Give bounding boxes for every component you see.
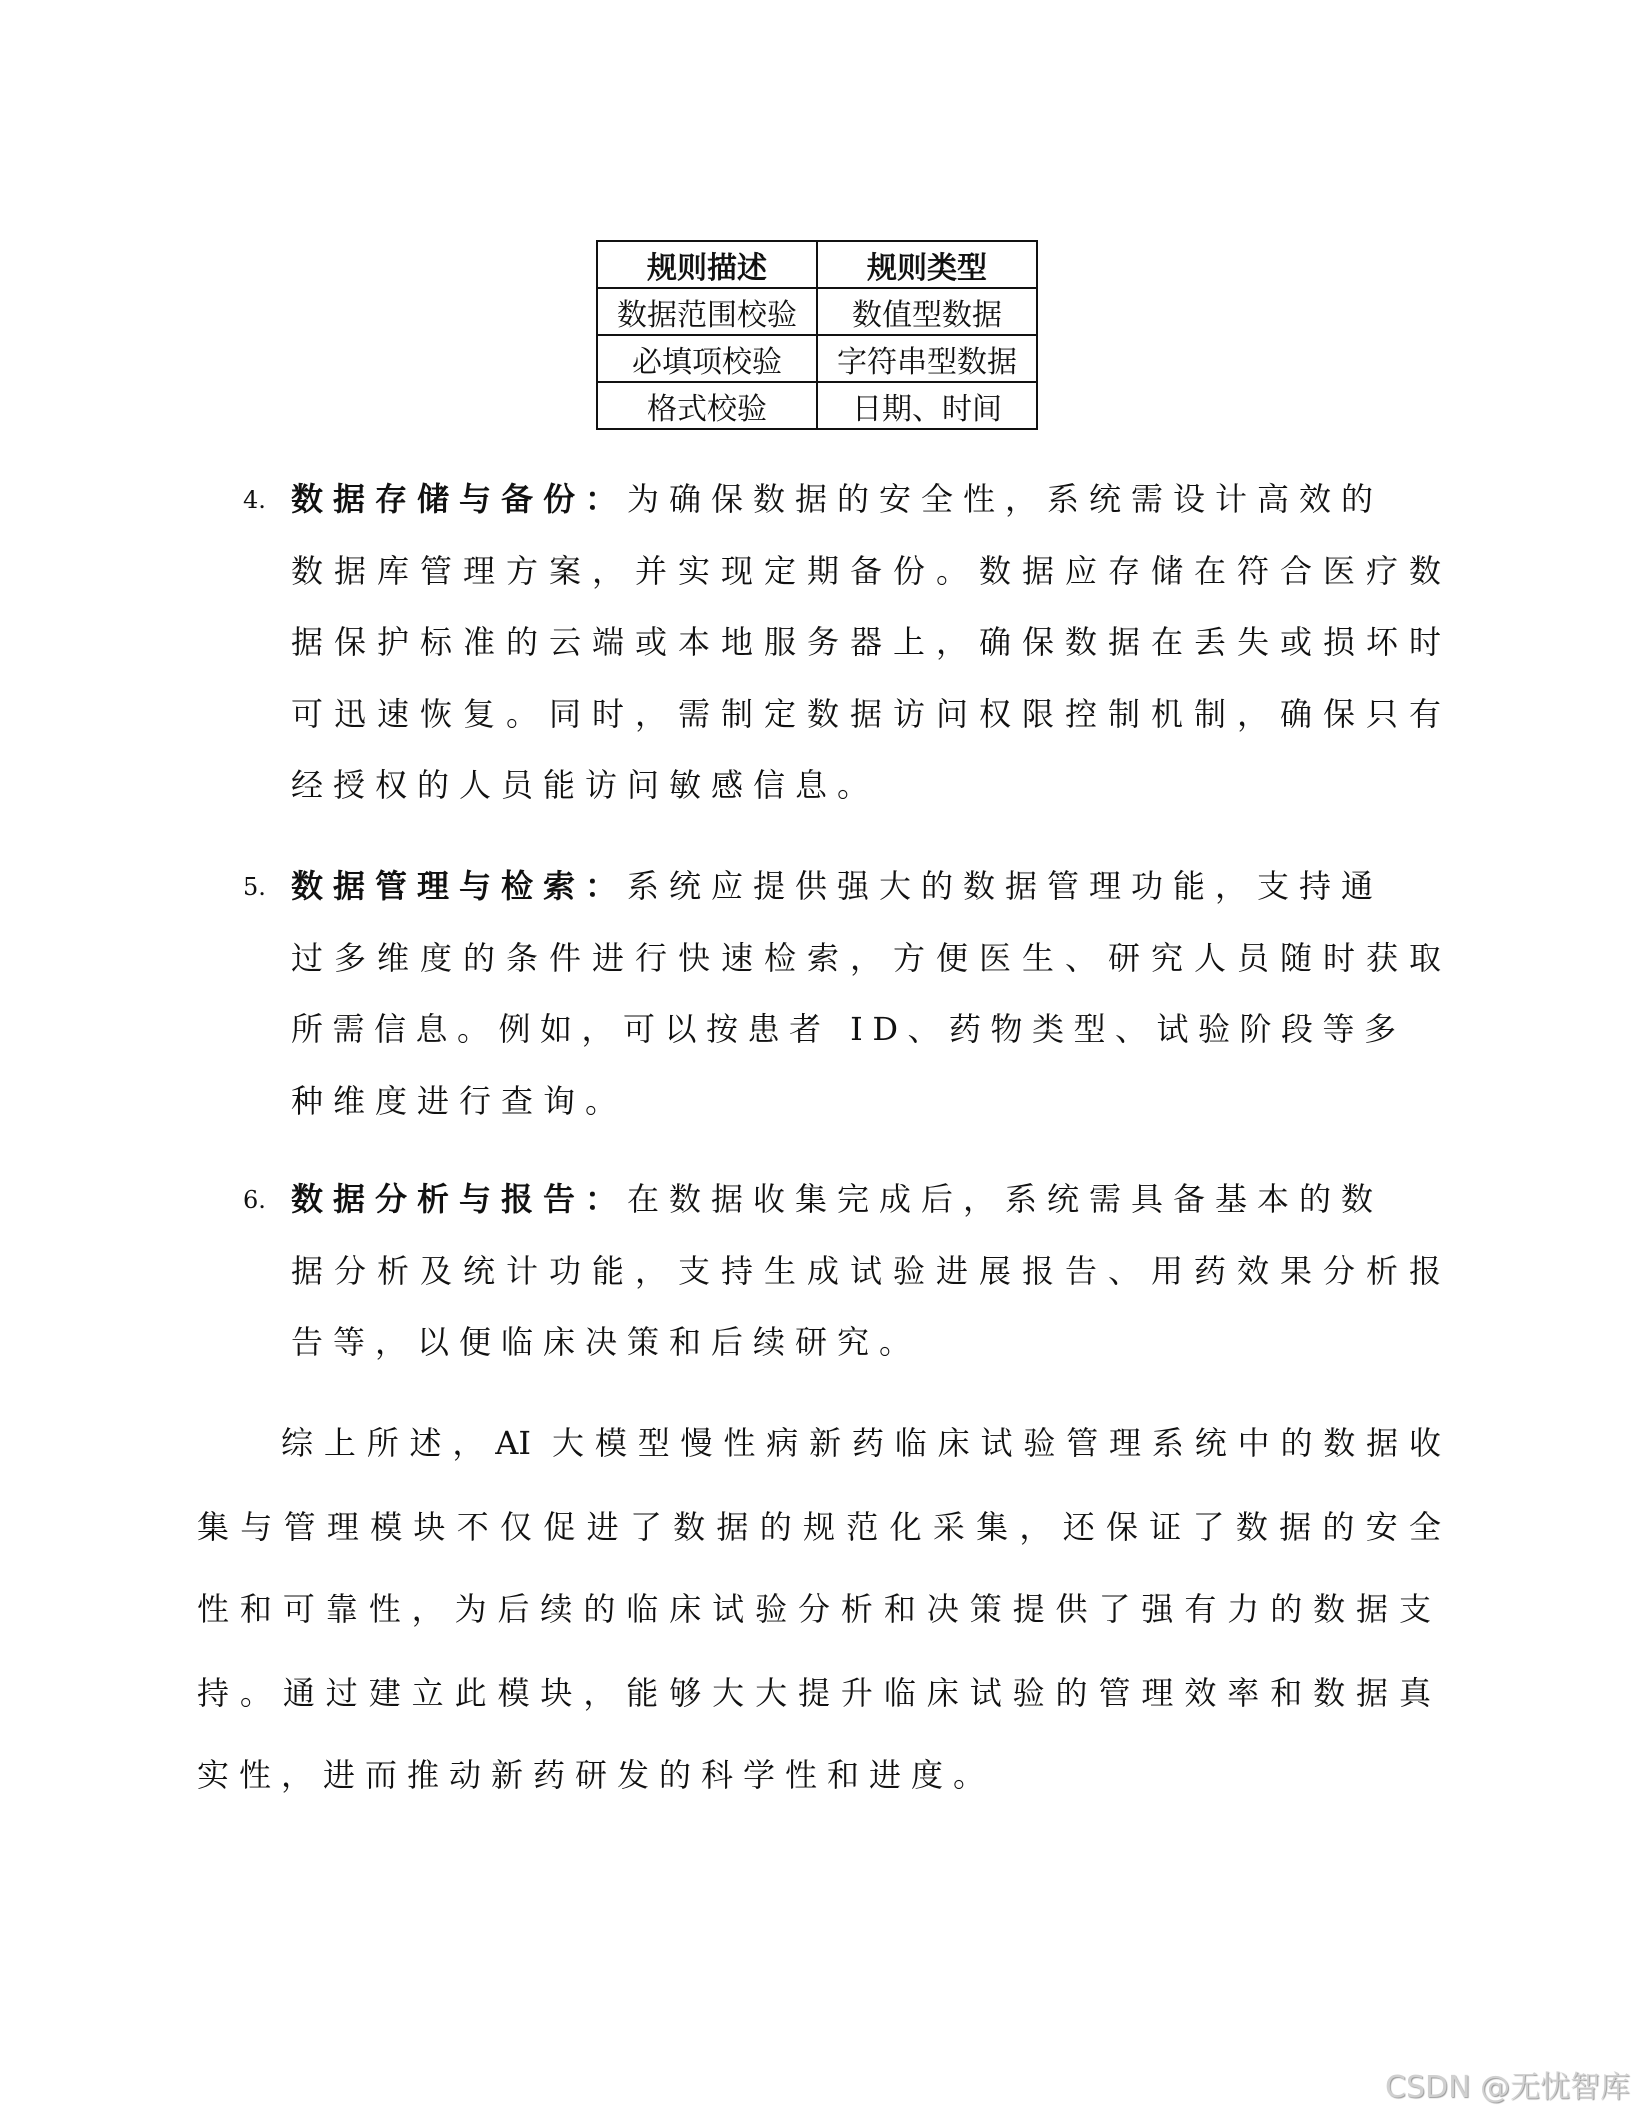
list-item-heading: 数据存储与备份： bbox=[291, 480, 628, 518]
table-row bbox=[597, 335, 1037, 382]
list-item-line bbox=[291, 864, 1383, 908]
list-item-line: 数据库管理方案，并实现定期备份。数据应存储在符合医疗数 bbox=[291, 552, 1441, 590]
table-cell: 日期、时间 bbox=[817, 382, 1037, 429]
list-item-line bbox=[291, 1177, 1383, 1221]
table-header-row bbox=[597, 241, 1037, 288]
summary-line: 性和可靠性，为后续的临床试验分析和决策提供了强有力的数据支 bbox=[197, 1590, 1431, 1628]
list-item-text: 系统应提供强大的数据管理功能，支持通 bbox=[627, 867, 1384, 905]
list-item-line: 所需信息。例如，可以按患者 ID、药物类型、试验阶段等多 bbox=[291, 1010, 1406, 1048]
table-cell: 必填项校验 bbox=[597, 335, 817, 382]
list-item-line: 据保护标准的云端或本地服务器上，确保数据在丢失或损坏时 bbox=[291, 623, 1441, 661]
list-item-line: 据分析及统计功能，支持生成试验进展报告、用药效果分析报 bbox=[291, 1252, 1441, 1290]
list-item-heading: 数据分析与报告： bbox=[291, 1180, 628, 1218]
list-item-text: 为确保数据的安全性，系统需设计高效的 bbox=[627, 480, 1384, 518]
table-header: 规则类型 bbox=[817, 241, 1037, 288]
table-header: 规则描述 bbox=[597, 241, 817, 288]
list-item-line: 可迅速恢复。同时，需制定数据访问权限控制机制，确保只有 bbox=[291, 695, 1441, 733]
list-item-line: 告等，以便临床决策和后续研究。 bbox=[291, 1323, 922, 1361]
table-cell: 字符串型数据 bbox=[817, 335, 1037, 382]
validation-rules-table bbox=[596, 240, 1038, 430]
list-number: 5. bbox=[243, 873, 266, 901]
list-number: 6. bbox=[243, 1186, 266, 1214]
list-item-line: 经授权的人员能访问敏感信息。 bbox=[291, 766, 880, 804]
summary-line: 持。通过建立此模块，能够大大提升临床试验的管理效率和数据真 bbox=[197, 1674, 1431, 1712]
summary-line: 综上所述，AI 大模型慢性病新药临床试验管理系统中的数据收 bbox=[281, 1424, 1441, 1462]
list-item-heading: 数据管理与检索： bbox=[291, 867, 628, 905]
csdn-watermark: CSDN @无忧智库 bbox=[1385, 2070, 1631, 2105]
summary-line: 实性，进而推动新药研发的科学性和进度。 bbox=[197, 1756, 996, 1794]
list-item-text: 在数据收集完成后，系统需具备基本的数 bbox=[627, 1180, 1384, 1218]
table-row bbox=[597, 288, 1037, 335]
list-number: 4. bbox=[243, 486, 266, 514]
list-item-line: 过多维度的条件进行快速检索，方便医生、研究人员随时获取 bbox=[291, 939, 1441, 977]
table-row bbox=[597, 382, 1037, 429]
table-cell: 数据范围校验 bbox=[597, 288, 817, 335]
list-item-line bbox=[291, 477, 1383, 521]
table-cell: 数值型数据 bbox=[817, 288, 1037, 335]
table-cell: 格式校验 bbox=[597, 382, 817, 429]
list-item-line: 种维度进行查询。 bbox=[291, 1082, 628, 1120]
summary-line: 集与管理模块不仅促进了数据的规范化采集，还保证了数据的安全 bbox=[197, 1508, 1441, 1546]
